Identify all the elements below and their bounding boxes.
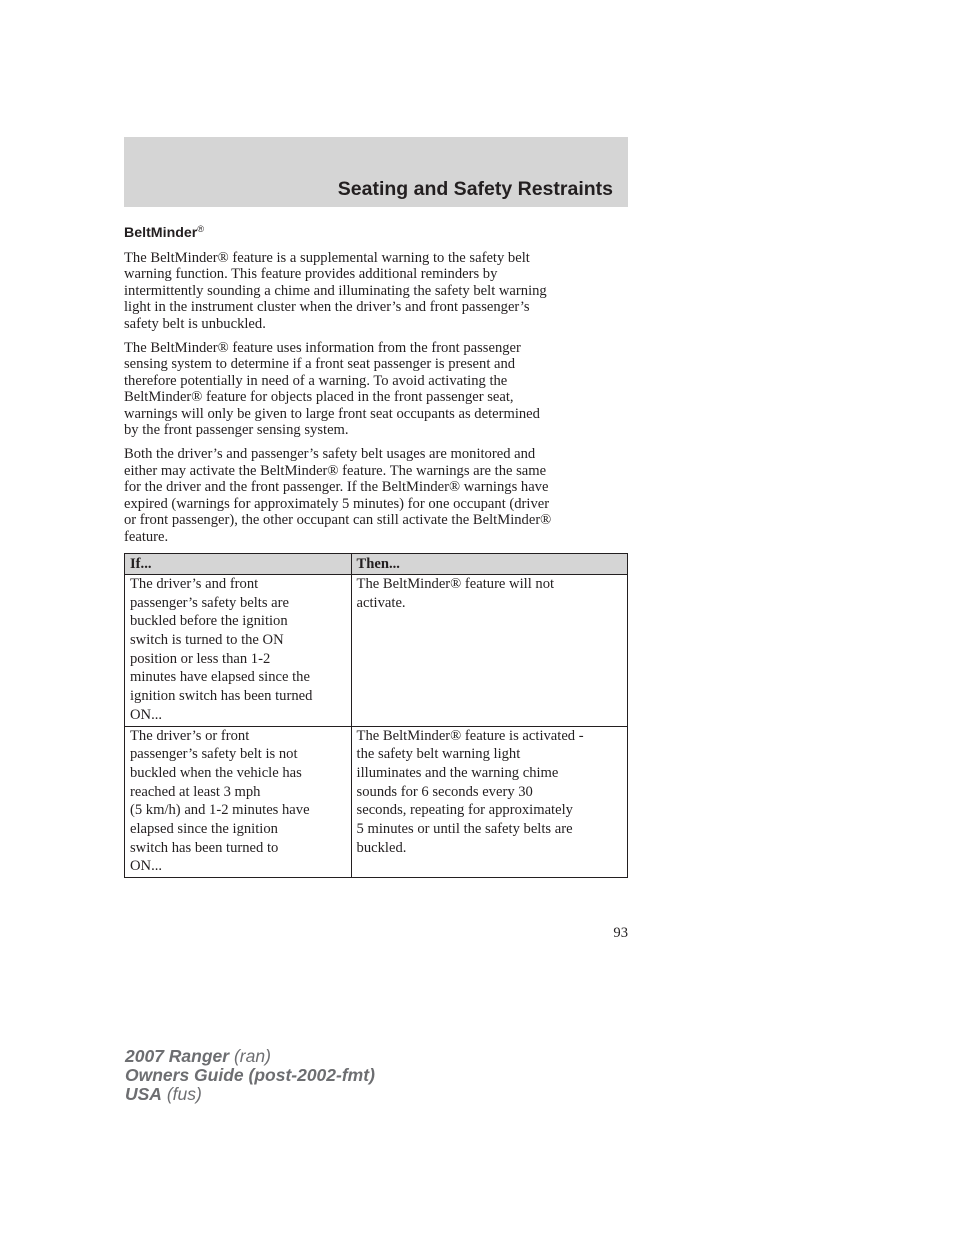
- page-number: 93: [613, 925, 628, 941]
- document-footer: [125, 1047, 375, 1104]
- footer-guide: Owners Guide (post-2002-fmt): [125, 1065, 375, 1085]
- table-header-if: If...: [125, 553, 352, 574]
- footer-market: USA: [125, 1084, 162, 1104]
- table-cell-if: The driver’s and front passenger’s safety belts are buckled before the ignition switch is turned to the ON position or less than 1-2 minutes have elapsed since the ignition switch has been turned ON...: [125, 574, 352, 726]
- main-content: [124, 220, 628, 878]
- table-row: [125, 726, 628, 878]
- table-cell-then: The BeltMinder® feature will not activate.: [351, 574, 627, 726]
- table-cell-if: The driver’s or front passenger’s safety belt is not buckled when the vehicle has reached at least 3 mph (5 km/h) and 1-2 minutes have elapsed since the ignition switch has been turned to ON...: [125, 726, 352, 878]
- paragraph-sensing: The BeltMinder® feature uses information from the front passenger sensing system to determine if a front seat passenger is present and therefore potentially in need of a warning. To avoid activating the BeltMinder® feature for objects placed in the front passenger seat, warnings will only be given to large front seat occupants as determined by the front passenger sensing system.: [124, 340, 540, 439]
- footer-model: 2007 Ranger: [125, 1046, 230, 1066]
- condition-table: [124, 553, 628, 878]
- registered-mark: ®: [197, 224, 204, 234]
- page-title: Seating and Safety Restraints: [337, 178, 613, 200]
- table-header-row: [125, 553, 628, 574]
- table-cell-then: The BeltMinder® feature is activated - the safety belt warning light illuminates and the warning chime sounds for 6 seconds every 30 seconds, repeating for approximately 5 minutes or until the safety belts are buckled.: [351, 726, 627, 878]
- paragraph-intro: The BeltMinder® feature is a supplemental warning to the safety belt warning function. This feature provides additional reminders by intermittently sounding a chime and illuminating the safety belt warning light in the instrument cluster when the driver’s and front passenger’s safety belt is unbuckled.: [124, 250, 547, 332]
- footer-line-3: [125, 1085, 375, 1104]
- table-header-then: Then...: [351, 553, 627, 574]
- table-row: [125, 574, 628, 726]
- section-heading-text: BeltMinder: [124, 225, 198, 241]
- paragraph-monitoring: Both the driver’s and passenger’s safety belt usages are monitored and either may activate the BeltMinder® feature. The warnings are the same for the driver and the front passenger. If the BeltMinder® warnings have expired (warnings for approximately 5 minutes) for one occupant (driver or front passenger), the other occupant can still activate the BeltMinder® feature.: [124, 446, 552, 545]
- footer-market-code: (fus): [166, 1084, 202, 1104]
- header-band: [124, 137, 628, 207]
- section-heading: [124, 220, 628, 242]
- footer-model-code: (ran): [233, 1046, 271, 1066]
- footer-line-2: [125, 1066, 375, 1085]
- footer-line-1: [125, 1047, 375, 1066]
